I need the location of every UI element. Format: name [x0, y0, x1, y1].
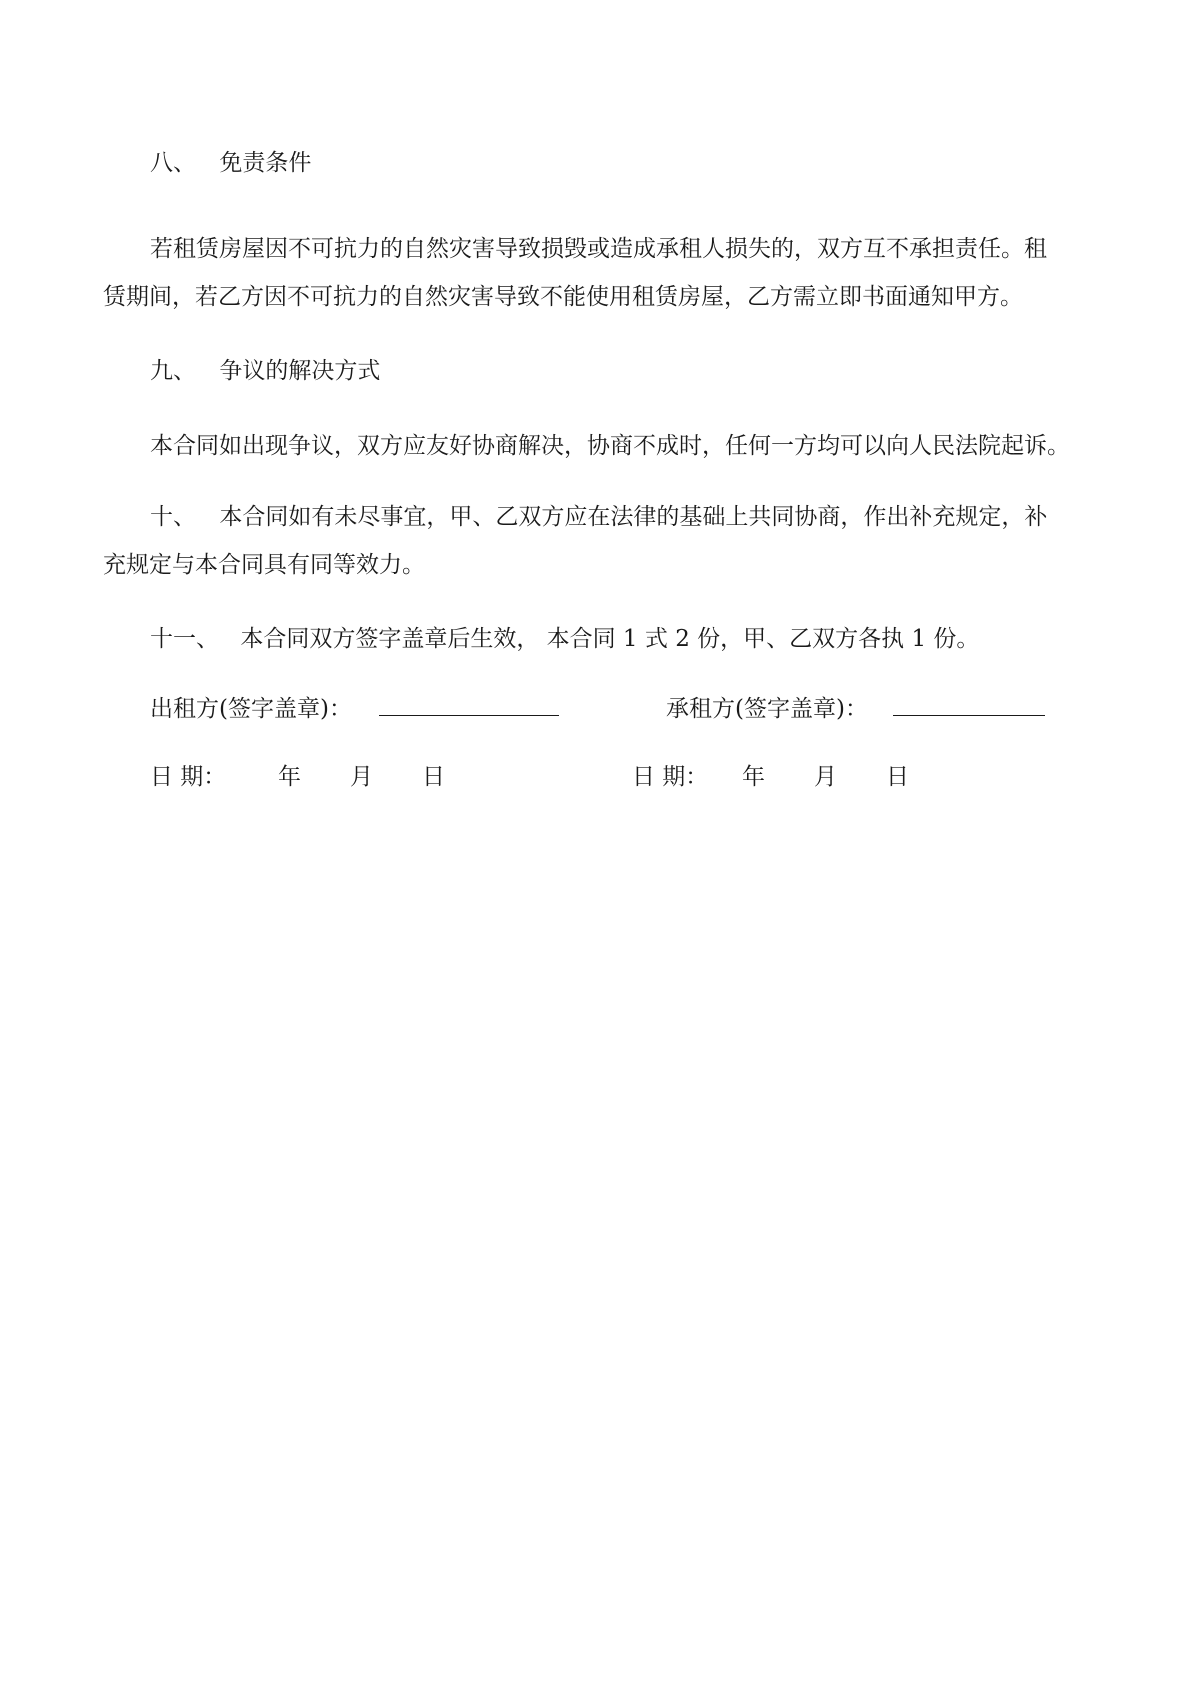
section-9-number: 九、 — [150, 358, 196, 384]
section-11 — [150, 624, 979, 654]
section-9-heading — [150, 356, 380, 386]
section-11-text: 本合同双方签字盖章后生效， 本合同 1 式 2 份，甲、乙双方各执 1 份。 — [240, 626, 980, 652]
lessor-date-day: 日 — [422, 764, 445, 790]
section-10-line-2: 充规定与本合同具有同等效力。 — [103, 552, 425, 578]
section-10-number: 十、 — [150, 504, 196, 530]
section-8-heading — [150, 148, 311, 178]
lessor-signature-row — [150, 693, 559, 724]
section-10-line-1 — [150, 502, 1047, 532]
lessor-signature-line[interactable] — [379, 693, 559, 716]
lessor-date-label: 日 期： — [150, 764, 227, 790]
section-8-title: 免责条件 — [219, 150, 312, 176]
section-9-paragraph: 本合同如出现争议，双方应友好协商解决，协商不成时，任何一方均可以向人民法院起诉。 — [150, 433, 1070, 459]
lessee-label: 承租方(签字盖章)： — [666, 696, 868, 722]
lessee-date-year: 年 — [742, 764, 765, 790]
section-8-paragraph-line-2: 赁期间，若乙方因不可抗力的自然灾害导致不能使用租赁房屋，乙方需立即书面通知甲方。 — [103, 284, 1023, 310]
lessor-label: 出租方(签字盖章)： — [150, 696, 352, 722]
lessee-date-label: 日 期： — [632, 764, 709, 790]
section-9-title: 争议的解决方式 — [219, 358, 381, 384]
lessee-date-day: 日 — [886, 764, 909, 790]
section-10-text: 本合同如有未尽事宜，甲、乙双方应在法律的基础上共同协商，作出补充规定，补 — [219, 504, 1048, 530]
lessor-date-month: 月 — [350, 764, 373, 790]
lessor-date-year: 年 — [278, 764, 301, 790]
section-8-number: 八、 — [150, 150, 196, 176]
section-8-paragraph-line-1: 若租赁房屋因不可抗力的自然灾害导致损毁或造成承租人损失的，双方互不承担责任。租 — [150, 236, 1047, 262]
section-11-number: 十一、 — [150, 626, 219, 652]
lessee-signature-row — [666, 693, 1045, 724]
lessee-date-month: 月 — [814, 764, 837, 790]
lessee-signature-line[interactable] — [893, 693, 1045, 716]
